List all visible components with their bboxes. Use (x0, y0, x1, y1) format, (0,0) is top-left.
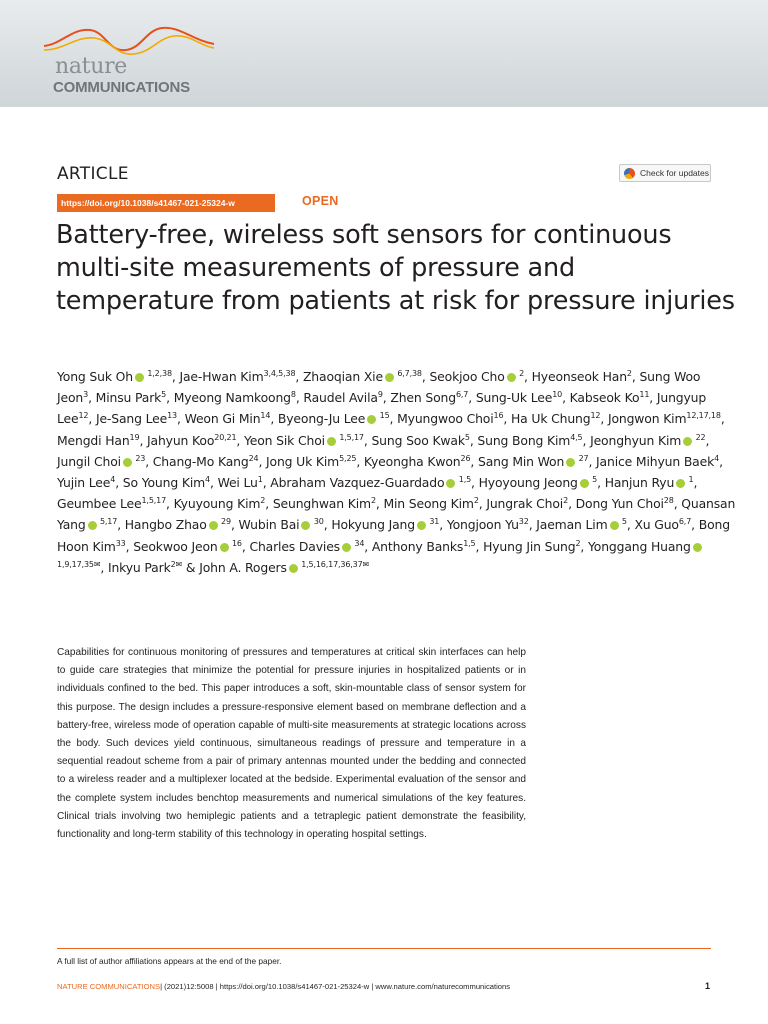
author-affiliation: 2 (626, 368, 632, 378)
author-name[interactable]: Kabseok Ko (569, 390, 640, 406)
orcid-icon[interactable] (123, 458, 132, 467)
author-name[interactable]: Je-Sang Lee (95, 411, 168, 427)
orcid-icon[interactable] (385, 373, 394, 382)
orcid-icon[interactable] (342, 543, 351, 552)
orcid-icon[interactable] (327, 437, 336, 446)
author-name[interactable]: Seunghwan Kim (272, 496, 371, 512)
author-affiliation: 2 (575, 538, 581, 548)
author-name[interactable]: Min Seong Kim (383, 496, 474, 512)
author-affiliation: 1 (257, 474, 263, 484)
author-name[interactable]: Ha Uk Chung (511, 411, 591, 427)
author-affiliation: 31 (426, 517, 440, 527)
author-list: Yong Suk Oh $^{1,2,38}$, Jae-Hwan Kim$^{3,4,5,38}$, Zhaoqian Xie $^{6,7,38}$, Seokjoo Cho $^2$, Hyeonseok Han$^2$, Sung Woo Jeon$^3$, Minsu Park$^5$, Myeong Namkoong$^8$, Raudel Avila$^9$, Zhen Song$^{6,7}$, Sung-Uk Lee$^{10}$, Kabseok Ko$^{11}$, Jungyup Lee$^{12}$, Je-Sang Lee$^{13}$, Weon Gi Min$^{14}$, Byeong-Ju Lee $^{15}$, Myungwoo Choi$^{16}$, Ha Uk Chung$^{12}$, Jongwon Kim$^{12,17,18}$, Mengdi Han$^{19}$, Jahyun Koo$^{20,21}$, Yeon Sik Choi $^{1,5,17}$, Sung Soo Kwak$^5$, Sung Bong Kim$^{4,5}$, Jeonghyun Kim $^{22}$, Jungil Choi $^{23}$, Chang-Mo Kang$^{24}$, Jong Uk Kim$^{5,25}$, Kyeongha Kwon$^{26}$, Sang Min Won $^{27}$, Janice Mihyun Baek$^4$, Yujin Lee$^4$, So Young Kim$^4$, Wei Lu$^1$, Abraham Vazquez-Guardado $^{1,5}$, Hyoyoung Jeong $^5$, Hanjun Ryu $^1$, Geumbee Lee$^{1,5,17}$, Kyuyoung Kim$^2$, Seunghwan Kim$^2$, Min Seong Kim$^2$, Jungrak Choi$^2$, Dong Yun Choi$^{28}$, Quansan Yang $^{5,17}$, Hangbo Zhao $^{29}$, Wubin Bai $^{30}$, Hokyung Jang $^{31}$, Yongjoon Yu$^{32}$, Jaeman Lim $^5$, Xu Guo$^{6,7}$, Bong Hoon Kim$^{33}$, Seokwoo Jeon $^{16}$, Charles Davies $^{34}$, Anthony Banks$^{1,5}$, Hyung Jin Sung$^2$, Yonggang Huang $^{1,9,17,35✉}$, Inkyu Park$^{2✉}$ & John A. Rogers $^{1,5,16,17,36,37✉}$ (57, 368, 736, 575)
orcid-icon[interactable] (566, 458, 575, 467)
author-name[interactable]: Hangbo Zhao (124, 517, 207, 533)
orcid-icon[interactable] (693, 543, 702, 552)
author-name[interactable]: Jungyup Lee (57, 390, 707, 427)
orcid-icon[interactable] (220, 543, 229, 552)
logo-nature-text: nature (55, 54, 128, 79)
doi-link[interactable]: https://doi.org/10.1038/s41467-021-25324-w (57, 194, 275, 212)
author-affiliation: 15 (377, 411, 390, 421)
author-name[interactable]: Bong Hoon Kim (57, 517, 730, 554)
author-affiliation: 1,5 (456, 474, 472, 484)
author-name[interactable]: Jongwon Kim (607, 411, 687, 427)
author-affiliation: 2 (516, 368, 525, 378)
article-title: Battery-free, wireless soft sensors for continuous multi-site measurements of pressure and temperature from patients at risk for pressure injuries (56, 220, 735, 316)
footer-journal-name: NATURE COMMUNICATIONS (57, 982, 161, 991)
orcid-icon[interactable] (417, 521, 426, 530)
author-name[interactable]: Hyung Jin Sung (483, 538, 576, 554)
author-affiliation: 4 (205, 474, 210, 484)
author-affiliation: 1,5 (463, 538, 476, 548)
author-name[interactable]: Yujin Lee (57, 475, 111, 491)
author-name[interactable]: Zhaoqian Xie (302, 369, 383, 384)
author-affiliation: 5 (619, 517, 627, 527)
author-name[interactable]: Myungwoo Choi (397, 411, 494, 427)
author-affiliation: 1,9,17,35✉ (57, 559, 101, 569)
logo-communications-text: COMMUNICATIONS (53, 79, 190, 96)
author-affiliation: 19 (129, 432, 140, 442)
author-affiliation: 27 (576, 453, 589, 463)
orcid-icon[interactable] (446, 479, 455, 488)
author-name[interactable]: Kyuyoung Kim (173, 496, 261, 512)
author-affiliation: 5 (161, 390, 167, 400)
orcid-icon[interactable] (301, 521, 310, 530)
author-name[interactable]: Hyoyoung Jeong (478, 475, 578, 491)
author-name[interactable]: Sung Woo Jeon (57, 369, 701, 406)
author-affiliation: 9 (377, 390, 383, 400)
author-affiliation: 20,21 (214, 432, 237, 442)
footer-citation (57, 982, 510, 991)
author-name[interactable]: Chang-Mo Kang (152, 453, 249, 469)
author-affiliation: 3 (83, 390, 89, 400)
author-affiliation: 6,7 (455, 390, 469, 400)
author-name[interactable]: Yongjoon Yu (446, 517, 519, 533)
author-name[interactable]: Yeon Sik Choi (244, 432, 325, 448)
author-affiliation: 10 (552, 390, 563, 400)
author-affiliation: 5 (464, 432, 470, 442)
footer-citation-text: | (2021)12:5008 | https://doi.org/10.1038/s41467-021-25324-w | www.nature.com/naturecommunications (160, 982, 511, 991)
author-affiliation: 4 (110, 474, 116, 484)
author-name[interactable]: Inkyu Park (107, 559, 171, 575)
author-name[interactable]: Sung Soo Kwak (371, 432, 465, 448)
author-affiliation: 12,17,18 (686, 411, 721, 421)
author-name[interactable]: Sung-Uk Lee (475, 390, 553, 406)
author-name[interactable]: Kyeongha Kwon (363, 453, 461, 469)
author-affiliation: 11 (639, 390, 650, 400)
author-affiliation: 5 (589, 474, 598, 484)
author-affiliation: 24 (248, 453, 259, 463)
check-updates-label: Check for updates (640, 168, 709, 178)
author-affiliation: 26 (460, 453, 471, 463)
author-name[interactable]: Quansan Yang (57, 496, 736, 533)
author-affiliation: 32 (518, 517, 529, 527)
crossmark-icon (624, 168, 635, 179)
author-name[interactable]: Myeong Namkoong (173, 390, 291, 406)
author-affiliation: 1,5,17 (141, 496, 167, 506)
author-name[interactable]: Xu Guo (634, 517, 679, 533)
author-affiliation: 1,5,17 (336, 432, 364, 442)
author-affiliation: 33 (115, 538, 126, 548)
author-affiliation: 2✉ (170, 559, 183, 569)
author-affiliation: 4 (714, 453, 720, 463)
author-name[interactable]: Jong Uk Kim (266, 453, 340, 469)
author-affiliation: 6,7,38 (394, 368, 422, 378)
author-name[interactable]: Jungrak Choi (486, 496, 564, 512)
affiliations-footnote: A full list of author affiliations appears at the end of the paper. (57, 956, 282, 966)
orcid-icon[interactable] (367, 415, 376, 424)
orcid-icon[interactable] (88, 521, 97, 530)
author-name[interactable]: Anthony Banks (371, 538, 464, 554)
author-name[interactable]: Jungil Choi (57, 453, 121, 469)
author-name[interactable]: Byeong-Ju Lee (277, 411, 366, 427)
orcid-icon[interactable] (580, 479, 589, 488)
page-number: 1 (705, 981, 711, 991)
author-affiliation: 6,7 (678, 517, 692, 527)
author-affiliation: 28 (663, 496, 674, 506)
orcid-icon[interactable] (610, 521, 619, 530)
author-affiliation: 2 (563, 496, 569, 506)
check-for-updates-button[interactable] (619, 164, 711, 182)
author-name[interactable]: Raudel Avila (303, 390, 378, 406)
author-name[interactable]: Seokwoo Jeon (133, 538, 218, 554)
author-name[interactable]: Jeonghyun Kim (590, 432, 682, 448)
author-affiliation: 1 (686, 474, 694, 484)
author-affiliation: 1,2,38 (144, 368, 172, 378)
orcid-icon[interactable] (289, 564, 298, 573)
footer-divider (57, 948, 711, 949)
author-name[interactable]: Dong Yun Choi (575, 496, 664, 512)
author-affiliation: 16 (229, 538, 242, 548)
author-affiliation: 12 (590, 411, 601, 421)
author-affiliation: 22 (693, 432, 706, 442)
abstract: Capabilities for continuous monitoring of pressures and temperatures at critical skin interfaces can help to guide care strategies that minimize the potential for pressure injuries in hospitalized patients or in individuals confined to the bed. This paper introduces a soft, skin-mountable class of sensor system for this purpose. The design includes a pressure-responsive element based on membrane deflection and a battery-free, wireless mode of operation capable of multi-site measurements at strategic locations across the body. Such devices yield continuous, simultaneous readings of pressure and temperature in a sequential readout scheme from a pair of primary antennas mounted under the bedding and connected to a wireless reader and a multiplexer located at the bedside. Experimental evaluation of the sensor and the complete system includes benchtop measurements and numerical simulations of the key features. Clinical trials involving two hemiplegic patients and a tetraplegic patient demonstrate the feasibility, functionality and long-term stability of this technology in operating hospital settings. (57, 647, 526, 841)
author-affiliation: 12 (78, 411, 89, 421)
author-affiliation: 29 (218, 517, 231, 527)
author-affiliation: 4,5 (570, 432, 583, 442)
author-affiliation: 2 (473, 496, 479, 506)
orcid-icon[interactable] (676, 479, 685, 488)
author-name[interactable]: Wei Lu (217, 475, 258, 491)
article-type: ARTICLE (57, 164, 129, 184)
orcid-icon[interactable] (209, 521, 218, 530)
author-affiliation: 5,17 (97, 517, 118, 527)
author-name[interactable]: Sung Bong Kim (477, 432, 571, 448)
open-access-label: OPEN (302, 194, 339, 208)
author-affiliation: 1,5,16,17,36,37✉ (298, 559, 370, 569)
author-affiliation: 14 (260, 411, 271, 421)
author-name[interactable]: Wubin Bai (238, 517, 300, 533)
author-name[interactable]: Janice Mihyun Baek (596, 453, 715, 469)
orcid-icon[interactable] (135, 373, 144, 382)
author-affiliation: 30 (311, 517, 324, 527)
author-affiliation: 34 (351, 538, 365, 548)
author-affiliation: 5,25 (339, 453, 357, 463)
author-name[interactable]: Jae-Hwan Kim (179, 369, 264, 384)
author-name[interactable]: Sang Min Won (477, 453, 565, 469)
author-affiliation: 3,4,5,38 (263, 368, 296, 378)
author-name[interactable]: John A. Rogers (199, 559, 287, 575)
author-name[interactable]: Hyeonseok Han (531, 369, 627, 384)
author-affiliation: 16 (493, 411, 504, 421)
author-affiliation: 13 (167, 411, 177, 421)
author-name[interactable]: Mengdi Han (57, 432, 130, 448)
author-name[interactable]: Yong Suk Oh (57, 369, 133, 384)
author-name[interactable]: Hanjun Ryu (604, 475, 675, 491)
author-name[interactable]: So Young Kim (122, 475, 206, 491)
author-affiliation: 2 (260, 496, 266, 506)
author-affiliation: 2 (370, 496, 376, 506)
journal-banner (0, 0, 768, 107)
author-name[interactable]: Yonggang Huang (588, 538, 691, 554)
author-name[interactable]: Jahyun Koo (147, 432, 215, 448)
author-name[interactable]: Abraham Vazquez-Guardado (270, 475, 445, 491)
author-name[interactable]: Weon Gi Min (184, 411, 261, 427)
author-affiliation: 23 (132, 453, 146, 463)
author-name[interactable]: Zhen Song (390, 390, 456, 406)
orcid-icon[interactable] (507, 373, 516, 382)
orcid-icon[interactable] (683, 437, 692, 446)
author-name[interactable]: Jaeman Lim (536, 517, 608, 533)
author-name[interactable]: Minsu Park (95, 390, 162, 406)
author-name[interactable]: Seokjoo Cho (429, 369, 505, 384)
author-name[interactable]: Charles Davies (249, 538, 340, 554)
author-affiliation: 8 (290, 390, 296, 400)
author-name[interactable]: Hokyung Jang (331, 517, 415, 533)
author-name[interactable]: Geumbee Lee (57, 496, 142, 512)
